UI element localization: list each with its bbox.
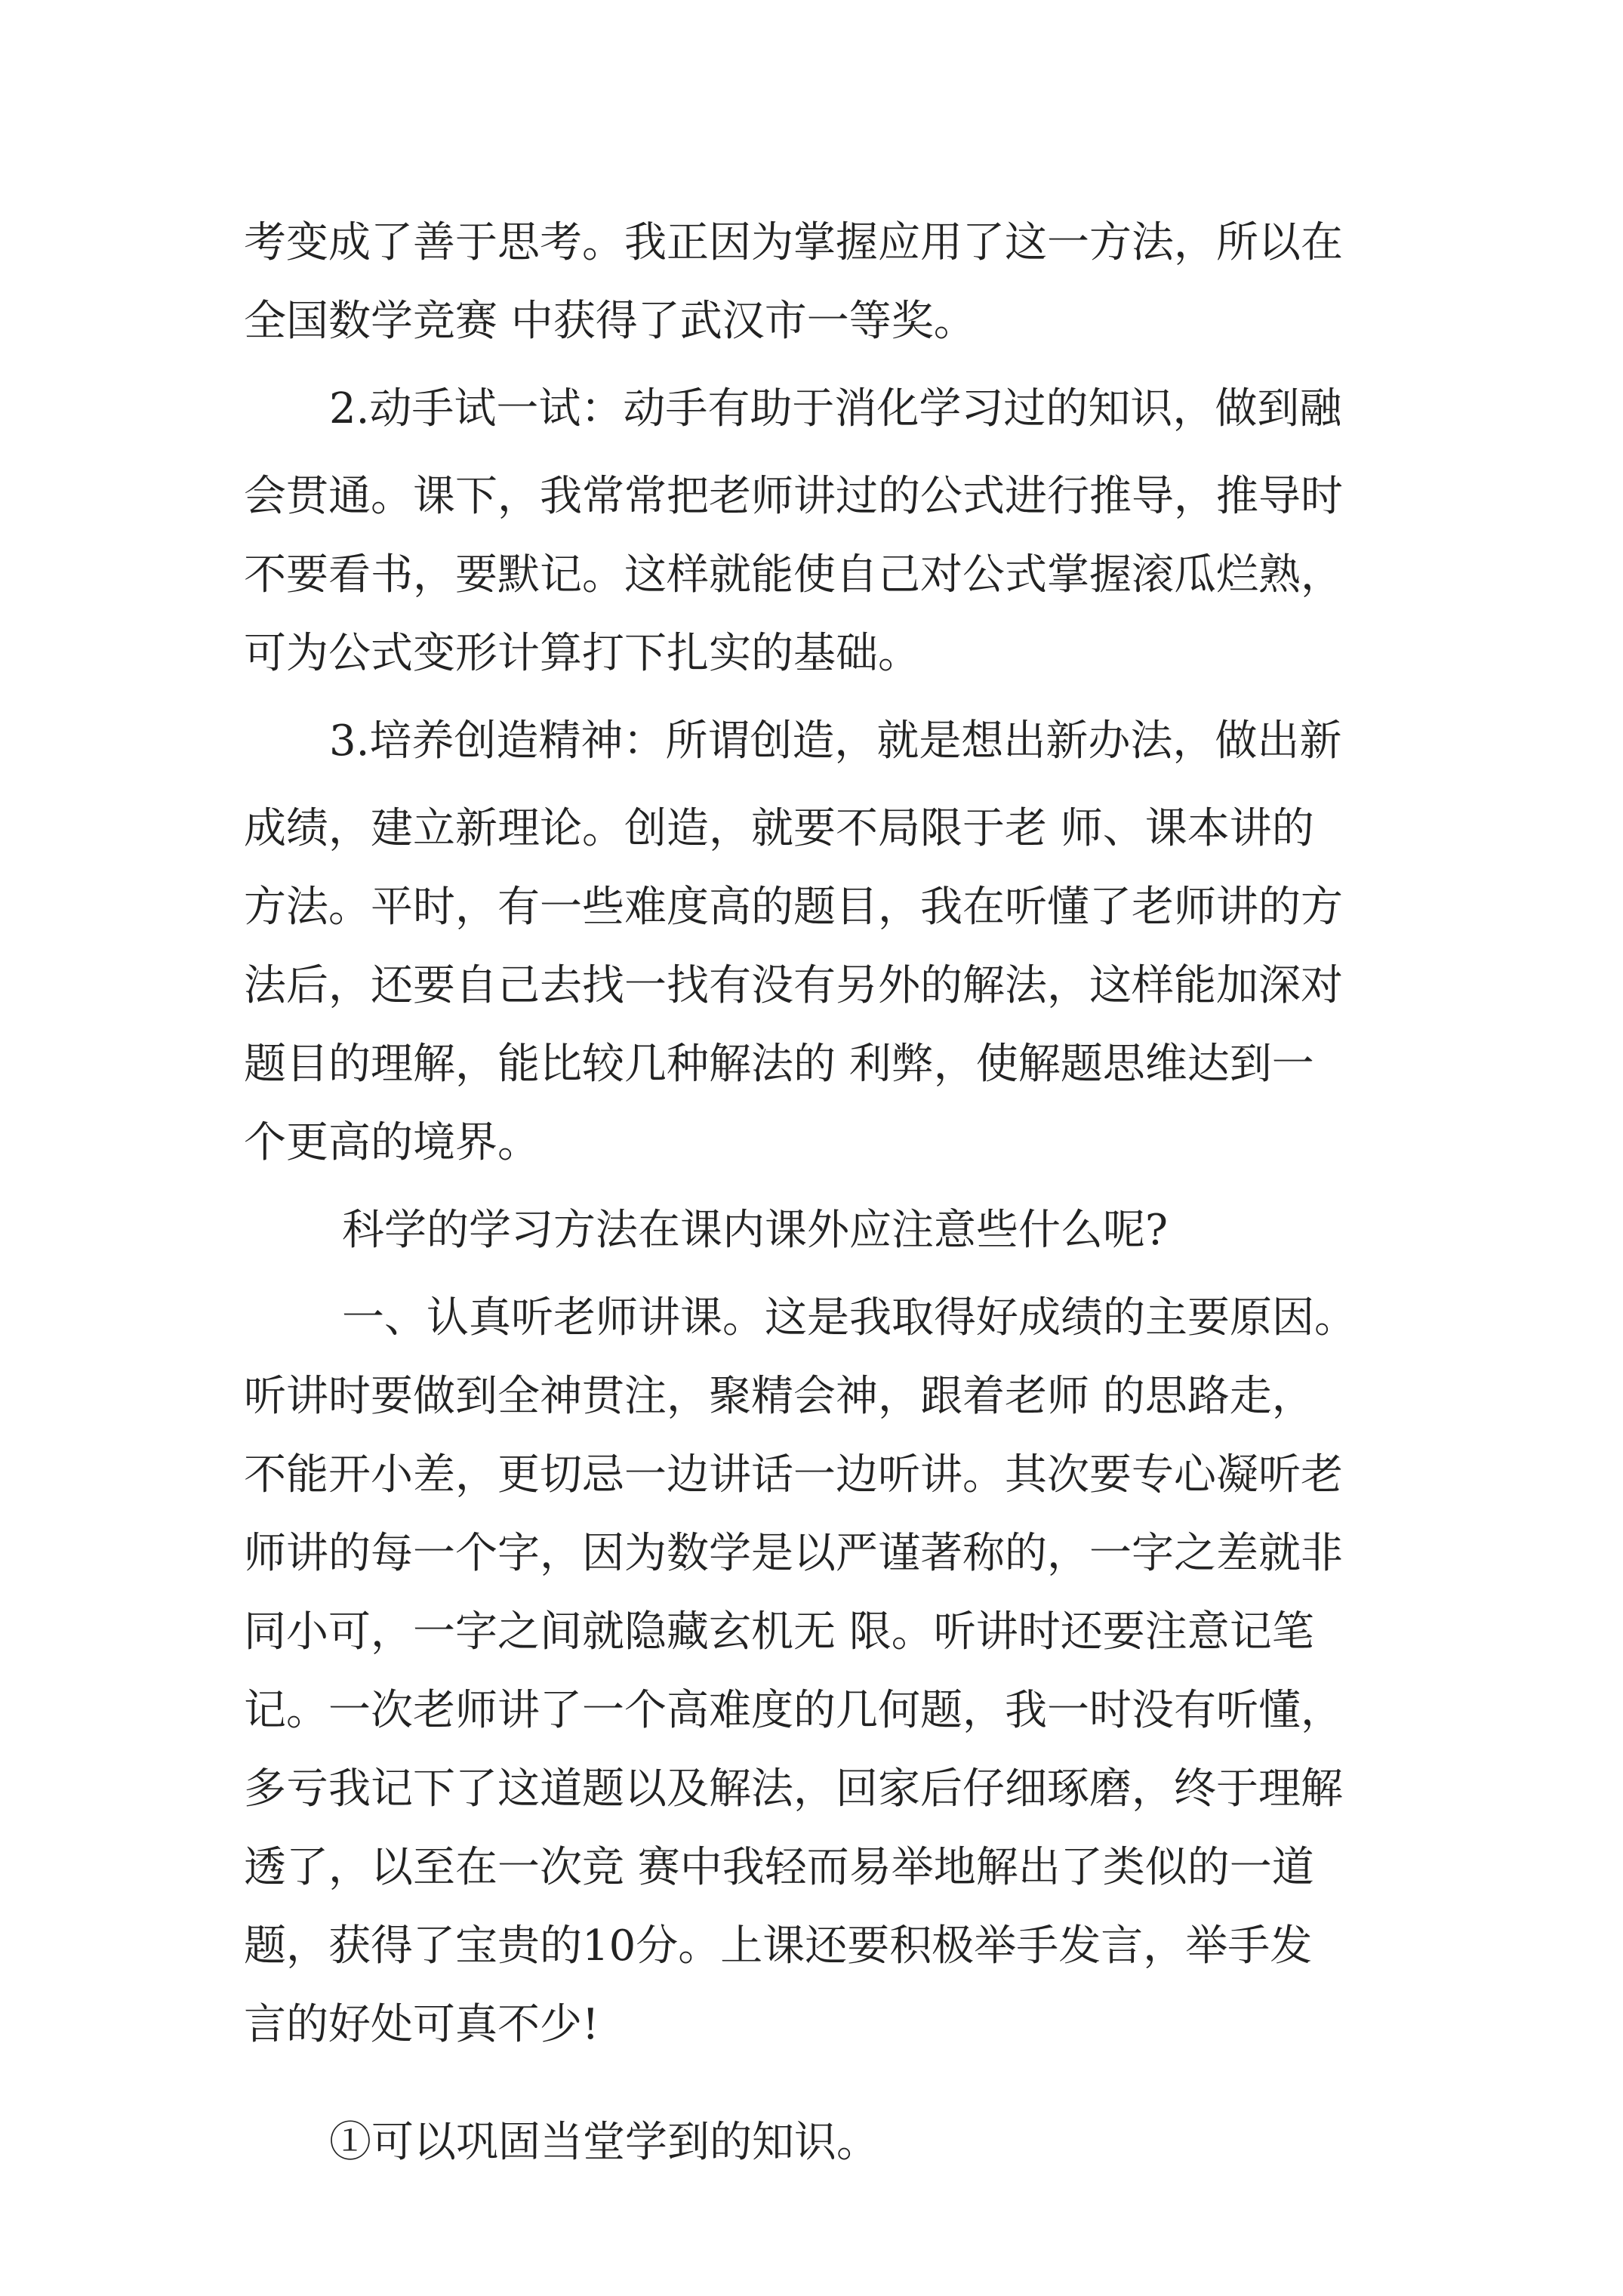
text-line: 方法。平时，有一些难度高的题目，我在听懂了老师讲的方 — [244, 883, 1343, 932]
text-line: 科学的学习方法在课内课外应注意些什么呢? — [342, 1206, 1169, 1255]
text-line: 题，获得了宝贵的10分。上课还要积极举手发言，举手发 — [244, 1922, 1313, 1971]
text-line: 全国数学竞赛 中获得了武汉市一等奖。 — [244, 297, 976, 346]
text-line: 3.培养创造精神：所谓创造，就是想出新办法，做出新 — [329, 717, 1342, 766]
text-line: 一、认真听老师讲课。这是我取得好成绩的主要原因。 — [342, 1293, 1357, 1342]
text-line: 言的好处可真不少! — [244, 2000, 599, 2049]
text-line: 透了，以至在一次竞 赛中我轻而易举地解出了类似的一道 — [244, 1843, 1314, 1892]
text-line: 可为公式变形计算打下扎实的基础。 — [244, 629, 920, 678]
text-line: 同小可，一字之间就隐藏玄机无 限。听讲时还要注意记笔 — [244, 1607, 1314, 1657]
list-item-text: ①可以巩固当堂学到的知识。 — [329, 2118, 879, 2167]
text-line: 题目的理解，能比较几种解法的 利弊，使解题思维达到一 — [244, 1040, 1314, 1089]
body-text — [244, 204, 1391, 2191]
text-line: 法后，还要自己去找一找有没有另外的解法，这样能加深对 — [244, 961, 1343, 1010]
text-line: 不能开小差，更切忌一边讲话一边听讲。其次要专心凝听老 — [244, 1450, 1343, 1499]
text-line: 2.动手试一试：动手有助于消化学习过的知识，做到融 — [329, 384, 1342, 433]
text-line: 会贯通。课下，我常常把老师讲过的公式进行推导，推导时 — [244, 472, 1343, 521]
text-line: 成绩，建立新理论。创造，就要不局限于老 师、课本讲的 — [244, 804, 1314, 853]
text-line: 不要看书，要默记。这样就能使自己对公式掌握滚瓜烂熟， — [244, 550, 1343, 599]
text-line: 考变成了善于思考。我正因为掌握应用了这一方法，所以在 — [244, 218, 1343, 267]
text-line: 多亏我记下了这道题以及解法，回家后仔细琢磨，终于理解 — [244, 1764, 1343, 1814]
text-line: 师讲的每一个字，因为数学是以严谨著称的，一字之差就非 — [244, 1529, 1343, 1578]
text-line: 个更高的境界。 — [244, 1118, 540, 1167]
text-line: 听讲时要做到全神贯注，聚精会神，跟着老师 的思路走， — [244, 1372, 1314, 1421]
text-line: 记。一次老师讲了一个高难度的几何题，我一时没有听懂， — [244, 1686, 1343, 1735]
